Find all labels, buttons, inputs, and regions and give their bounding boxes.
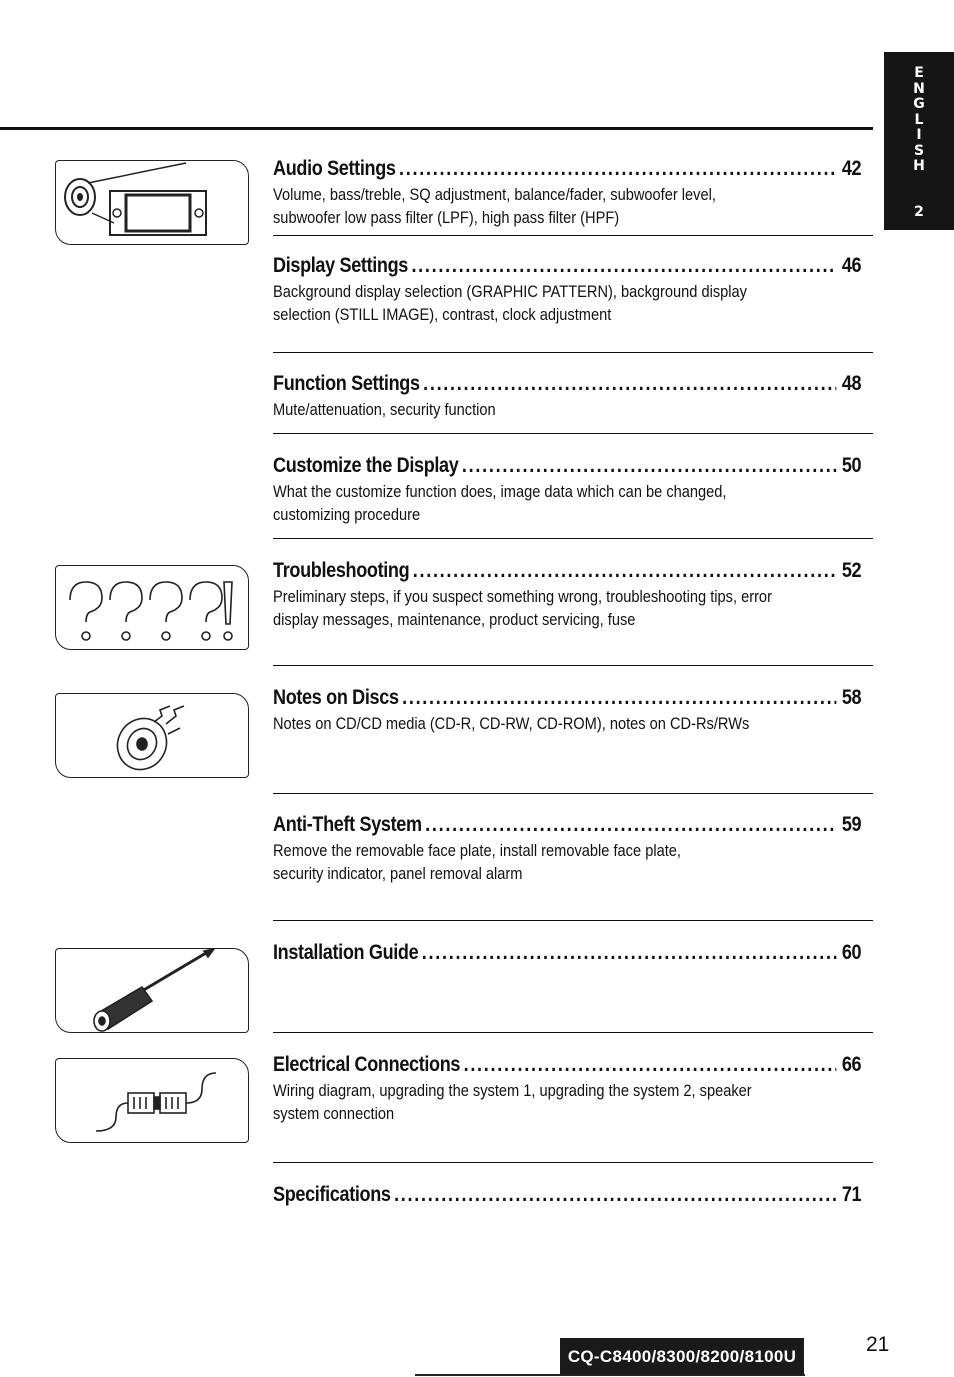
entry-page: 58 [841, 686, 862, 709]
page-number: 21 [866, 1333, 890, 1356]
desc-line: Wiring diagram, upgrading the system 1, upgrading the system 2, speaker [273, 1081, 752, 1100]
entry-page: 52 [841, 559, 862, 582]
desc-line: Volume, bass/treble, SQ adjustment, balance/fader, subwoofer level, [273, 185, 716, 204]
entry-description [273, 839, 866, 885]
leader-dots [422, 941, 837, 965]
entry-title: Notes on Discs [273, 686, 399, 709]
entry-title: Anti-Theft System [273, 813, 422, 836]
desc-line: security indicator, panel removal alarm [273, 864, 523, 883]
separator [273, 352, 873, 353]
leader-dots [413, 559, 837, 583]
entry-title: Troubleshooting [273, 559, 410, 582]
entry-description [273, 398, 866, 421]
desc-line: customizing procedure [273, 505, 421, 524]
desc-line: What the customize function does, image data which can be changed, [273, 482, 727, 501]
language-letter: N [913, 80, 925, 97]
separator [273, 433, 873, 434]
speaker-display-icon [55, 160, 249, 245]
question-marks-icon [55, 565, 249, 650]
entry-title: Audio Settings [273, 157, 396, 180]
footer-rule [415, 1374, 805, 1376]
entry-page: 50 [841, 454, 862, 477]
toc-entry-customize-display[interactable] [273, 454, 873, 526]
entry-page: 60 [841, 941, 862, 964]
leader-dots [402, 686, 837, 710]
entry-title: Customize the Display [273, 454, 459, 477]
entry-page: 59 [841, 813, 862, 836]
entry-title: Display Settings [273, 254, 409, 277]
language-tab-number: 2 [914, 204, 924, 220]
wiring-connector-icon [55, 1058, 249, 1143]
leader-dots [423, 372, 837, 396]
toc-entry-notes-on-discs[interactable] [273, 686, 873, 735]
entry-description [273, 280, 866, 326]
leader-dots [462, 454, 837, 478]
separator [273, 665, 873, 666]
language-letter: H [913, 158, 925, 174]
entry-page: 42 [841, 157, 862, 180]
screwdriver-icon [55, 948, 249, 1033]
leader-dots [399, 157, 837, 181]
toc-entry-electrical-connections[interactable] [273, 1053, 873, 1125]
separator [273, 920, 873, 921]
entry-description [273, 585, 866, 631]
entry-title: Electrical Connections [273, 1053, 461, 1076]
cd-disc-icon [55, 693, 249, 778]
entry-title: Specifications [273, 1183, 391, 1206]
toc-entry-function-settings[interactable] [273, 372, 873, 421]
separator [273, 793, 873, 794]
model-number-banner: CQ-C8400/8300/8200/8100U [560, 1338, 804, 1376]
desc-line: selection (STILL IMAGE), contrast, clock adjustment [273, 305, 612, 324]
desc-line: subwoofer low pass filter (LPF), high pass filter (HPF) [273, 208, 620, 227]
language-tab [884, 52, 954, 230]
separator [273, 538, 873, 539]
entry-page: 46 [841, 254, 862, 277]
language-letter: E [914, 65, 924, 81]
toc-entry-anti-theft-system[interactable] [273, 813, 873, 885]
toc-entry-installation-guide[interactable] [273, 941, 873, 965]
language-letter: G [913, 96, 925, 112]
language-letter: I [916, 127, 922, 143]
toc-entry-troubleshooting[interactable] [273, 559, 873, 631]
leader-dots [464, 1053, 837, 1077]
leader-dots [394, 1183, 837, 1207]
entry-description [273, 480, 866, 526]
desc-line: system connection [273, 1104, 395, 1123]
entry-page: 66 [841, 1053, 862, 1076]
leader-dots [411, 254, 836, 278]
top-rule [0, 127, 873, 130]
desc-line: Notes on CD/CD media (CD-R, CD-RW, CD-ROM), notes on CD-Rs/RWs [273, 714, 750, 733]
leader-dots [425, 813, 837, 837]
desc-line: Background display selection (GRAPHIC PATTERN), background display [273, 282, 747, 301]
entry-description [273, 712, 866, 735]
entry-description [273, 1079, 866, 1125]
toc-entry-display-settings[interactable] [273, 254, 873, 326]
desc-line: Mute/attenuation, security function [273, 400, 496, 419]
language-letter: L [914, 111, 924, 128]
language-letter: S [913, 142, 925, 159]
entry-title: Installation Guide [273, 941, 419, 964]
entry-page: 48 [841, 372, 862, 395]
separator [273, 1032, 873, 1033]
toc-entry-specifications[interactable] [273, 1183, 873, 1207]
separator [273, 235, 873, 236]
desc-line: Remove the removable face plate, install removable face plate, [273, 841, 681, 860]
entry-description [273, 183, 866, 229]
desc-line: display messages, maintenance, product servicing, fuse [273, 610, 636, 629]
separator [273, 1162, 873, 1163]
desc-line: Preliminary steps, if you suspect something wrong, troubleshooting tips, error [273, 587, 772, 606]
toc-entry-audio-settings[interactable] [273, 157, 873, 229]
entry-title: Function Settings [273, 372, 420, 395]
entry-page: 71 [841, 1183, 862, 1206]
